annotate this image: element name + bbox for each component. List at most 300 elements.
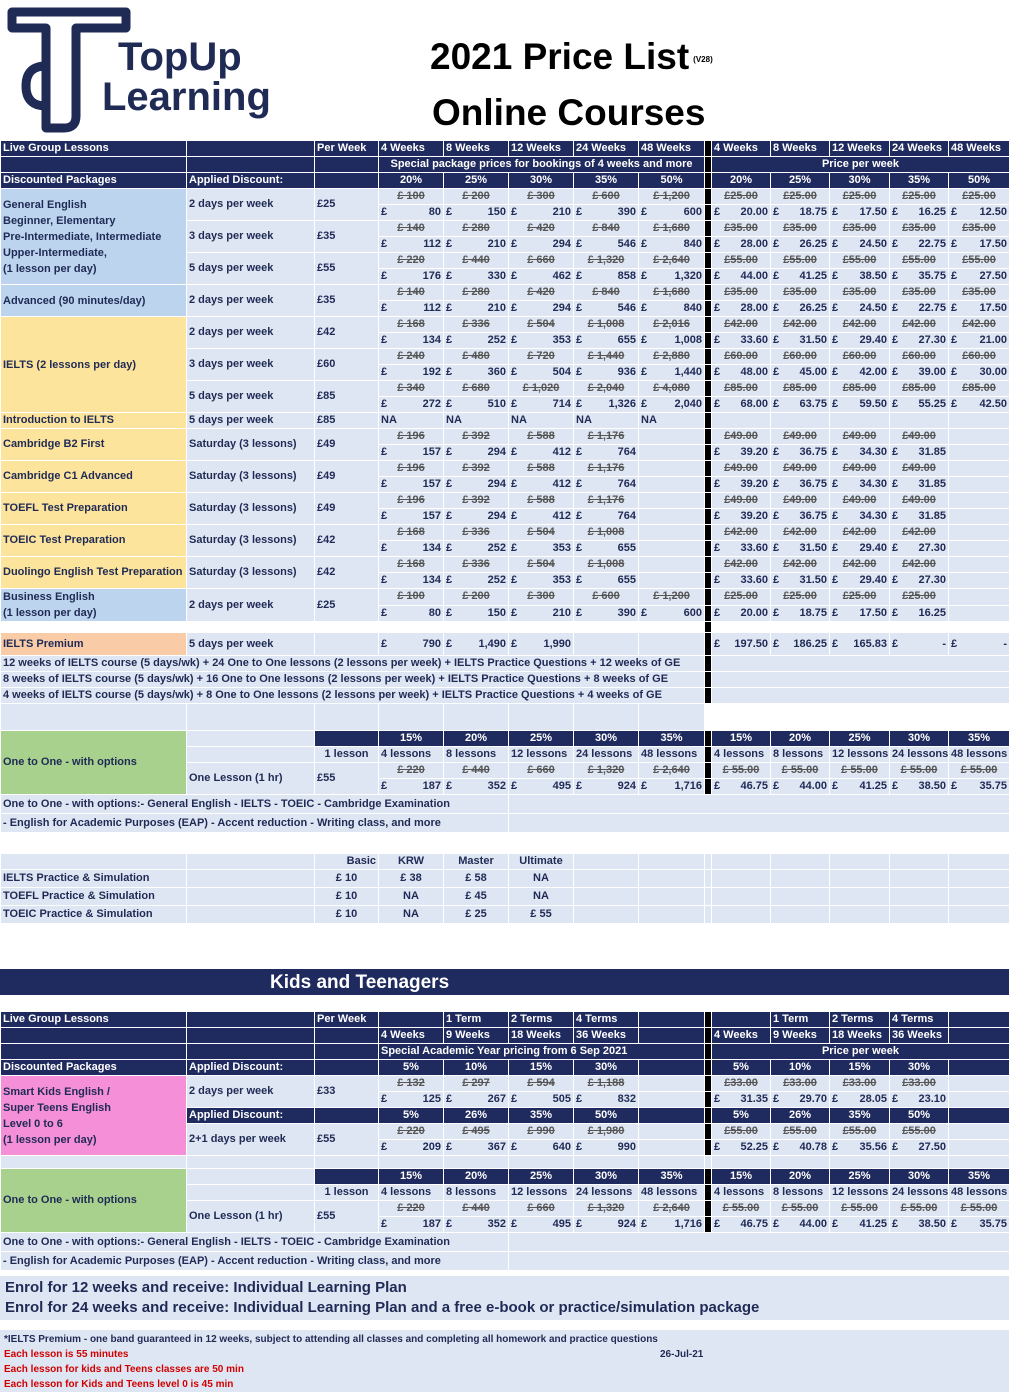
discounted-price: £ 462 xyxy=(509,269,574,285)
header-cell: Applied Discount: xyxy=(187,173,315,189)
discounted-weekly-price: £ 40.78 xyxy=(771,1140,830,1156)
divider xyxy=(705,525,712,541)
table-cell xyxy=(639,1076,705,1092)
spacer-row xyxy=(1,704,1010,731)
table-cell xyxy=(639,1108,705,1124)
full-price: £ 220 xyxy=(379,253,444,269)
header-cell: 35% xyxy=(574,173,639,189)
table-cell xyxy=(379,1156,444,1169)
discounted-price: £ 936 xyxy=(574,365,639,381)
full-price: £ 240 xyxy=(379,349,444,365)
full-price: £ 420 xyxy=(509,285,574,301)
header-cell: 30% xyxy=(830,173,890,189)
discounted-weekly-price: £ 44.00 xyxy=(771,779,830,795)
discounted-weekly-price: £ 35.56 xyxy=(830,1140,890,1156)
schedule-cell: Saturday (3 lessons) xyxy=(187,525,315,557)
discount-cell: 20% xyxy=(444,1169,509,1185)
table-cell xyxy=(949,1012,1010,1028)
full-weekly-price: £35.00 xyxy=(712,285,771,301)
schedule-cell: One Lesson (1 hr) xyxy=(187,763,315,795)
table-cell xyxy=(705,704,712,731)
kids-section-banner: Kids and Teenagers xyxy=(0,969,1009,995)
discounted-price: £ 655 xyxy=(574,333,639,349)
full-weekly-price: £25.00 xyxy=(890,189,949,205)
full-weekly-price: £49.00 xyxy=(890,493,949,509)
discounted-price: £ 412 xyxy=(509,477,574,493)
header-cell: Discounted Packages xyxy=(1,173,187,189)
schedule-cell: 5 days per week xyxy=(187,253,315,285)
lesson-count: 4 lessons xyxy=(712,1185,771,1201)
divider xyxy=(705,253,712,269)
discounted-price: £ 714 xyxy=(509,397,574,413)
lesson-count: 12 lessons xyxy=(830,747,890,763)
course-label: One to One - with options xyxy=(1,731,187,795)
per-week-price: £ 25 xyxy=(315,189,379,221)
premium-row xyxy=(1,633,1010,656)
premium-note: 12 weeks of IELTS course (5 days/wk) + 24 One to One lessons (2 lessons per week) + IELTS Practice Questions + 12 weeks of GE xyxy=(1,656,705,672)
table-cell xyxy=(949,605,1010,622)
note-row xyxy=(1,688,1010,704)
table-cell xyxy=(444,833,509,854)
full-weekly-price: £35.00 xyxy=(771,285,830,301)
full-price: £ 1,320 xyxy=(574,253,639,269)
discounted-weekly-price: £ 42.00 xyxy=(830,365,890,381)
discounted-price: £ 495 xyxy=(509,779,574,795)
full-price: £ 300 xyxy=(509,589,574,606)
table-cell xyxy=(949,1060,1010,1076)
table-cell xyxy=(187,854,315,870)
discounted-weekly-price: £ 55.25 xyxy=(890,397,949,413)
course-label: Duolingo English Test Preparation xyxy=(1,557,187,589)
discounted-price: £ 80 xyxy=(379,205,444,221)
table-cell xyxy=(315,1028,379,1044)
divider xyxy=(705,747,712,763)
full-price: £ 1,980 xyxy=(574,1124,639,1140)
table-cell xyxy=(949,1076,1010,1092)
discounted-weekly-price: £ 29.70 xyxy=(771,1092,830,1108)
practice-price: NA xyxy=(379,906,444,924)
header-cell: 15% xyxy=(509,1060,574,1076)
table-cell xyxy=(1,854,187,870)
full-weekly-price: £85.00 xyxy=(712,381,771,397)
header-row xyxy=(1,1060,1010,1076)
course-label: Cambridge C1 Advanced xyxy=(1,461,187,493)
full-weekly-price: £25.00 xyxy=(830,589,890,606)
practice-label: IELTS Practice & Simulation xyxy=(1,870,187,888)
per-week-price: £ 85 xyxy=(315,381,379,413)
full-price: £ 220 xyxy=(379,1124,444,1140)
discounted-price: £ 210 xyxy=(509,205,574,221)
divider xyxy=(705,731,712,747)
premium-price: £ 790 xyxy=(379,633,444,656)
header-cell xyxy=(187,141,315,157)
table-cell xyxy=(712,870,771,888)
header-cell: 4 Weeks xyxy=(379,141,444,157)
full-weekly-price: £55.00 xyxy=(890,1124,949,1140)
full-weekly-price: £25.00 xyxy=(712,589,771,606)
premium-weekly-price: £ - xyxy=(890,633,949,656)
header-cell: Price per week xyxy=(712,157,1010,173)
table-cell xyxy=(639,493,705,509)
table-cell xyxy=(890,413,949,429)
table-cell xyxy=(830,1156,890,1169)
discounted-price: £ 353 xyxy=(509,573,574,589)
table-cell xyxy=(639,557,705,573)
full-weekly-price: £25.00 xyxy=(712,189,771,205)
full-price: £ 336 xyxy=(444,525,509,541)
full-price: £ 1,020 xyxy=(509,381,574,397)
full-price: £ 2,040 xyxy=(574,381,639,397)
full-weekly-price: £55.00 xyxy=(771,1124,830,1140)
full-weekly-price: £42.00 xyxy=(771,557,830,573)
discounted-price: £ 840 xyxy=(639,237,705,253)
table-cell xyxy=(444,622,509,633)
full-weekly-price: £42.00 xyxy=(771,525,830,541)
full-price: £ 504 xyxy=(509,525,574,541)
discounted-weekly-price: £ 24.50 xyxy=(830,301,890,317)
table-cell xyxy=(712,413,771,429)
one-to-one-note: - English for Academic Purposes (EAP) - Accent reduction - Writing class, and more xyxy=(1,814,509,833)
full-weekly-price: £35.00 xyxy=(830,221,890,237)
full-weekly-price: £55.00 xyxy=(830,1124,890,1140)
date-label: 26-Jul-21 xyxy=(660,1349,704,1360)
discounted-weekly-price: £ 45.00 xyxy=(771,365,830,381)
discounted-price: £ 495 xyxy=(509,1217,574,1233)
divider xyxy=(705,573,712,589)
lesson-count: 1 lesson xyxy=(315,747,379,763)
table-cell xyxy=(830,854,890,870)
discounted-weekly-price: £ 46.75 xyxy=(712,779,771,795)
discounted-weekly-price: £ 31.50 xyxy=(771,333,830,349)
discounted-weekly-price: £ 35.75 xyxy=(949,1217,1010,1233)
divider xyxy=(705,1217,712,1233)
page-subtitle: Online Courses xyxy=(432,92,706,133)
full-weekly-price: £49.00 xyxy=(712,429,771,445)
full-price: £ 480 xyxy=(444,349,509,365)
full-price: £ 168 xyxy=(379,525,444,541)
lesson-count: 8 lessons xyxy=(771,1185,830,1201)
per-week-price: £ 35 xyxy=(315,285,379,317)
table-cell xyxy=(712,833,771,854)
header-cell: 24 Weeks xyxy=(890,141,949,157)
table-cell xyxy=(187,747,315,763)
price-row xyxy=(1,461,1010,477)
discounted-weekly-price: £ 27.30 xyxy=(890,573,949,589)
discounted-price: £ 252 xyxy=(444,333,509,349)
discounted-weekly-price: £ 38.50 xyxy=(890,1217,949,1233)
per-week-price: £ 49 xyxy=(315,493,379,525)
full-weekly-price: £33.00 xyxy=(771,1076,830,1092)
full-weekly-price: £49.00 xyxy=(830,429,890,445)
discounted-price: £ 600 xyxy=(639,205,705,221)
schedule-cell: 2 days per week xyxy=(187,1076,315,1108)
full-price: £ 196 xyxy=(379,429,444,445)
full-weekly-price: £25.00 xyxy=(771,589,830,606)
header-cell: Per Week xyxy=(315,141,379,157)
table-cell xyxy=(379,622,444,633)
schedule-cell: 2 days per week xyxy=(187,317,315,349)
table-cell xyxy=(890,622,949,633)
price-row xyxy=(1,525,1010,541)
full-price: £ 200 xyxy=(444,189,509,205)
divider xyxy=(705,589,712,606)
full-weekly-price: £ 55.00 xyxy=(771,763,830,779)
practice-label: TOEIC Practice & Simulation xyxy=(1,906,187,924)
full-weekly-price: £33.00 xyxy=(712,1076,771,1092)
practice-row xyxy=(1,870,1010,888)
table-cell xyxy=(705,833,712,854)
full-weekly-price: £25.00 xyxy=(830,189,890,205)
header-cell: 50% xyxy=(574,1108,639,1124)
header-cell: Master xyxy=(444,854,509,870)
discounted-price: £ 134 xyxy=(379,333,444,349)
header-row xyxy=(1,141,1010,157)
divider xyxy=(705,221,712,237)
table-cell xyxy=(574,870,639,888)
full-price: £ 840 xyxy=(574,221,639,237)
discounted-weekly-price: £ 38.50 xyxy=(890,779,949,795)
table-cell xyxy=(444,1156,509,1169)
header-cell: 2 Terms xyxy=(830,1012,890,1028)
table-cell xyxy=(639,445,705,461)
discounted-weekly-price: £ 41.25 xyxy=(771,269,830,285)
note-row xyxy=(1,672,1010,688)
discounted-weekly-price: £ 34.30 xyxy=(830,509,890,525)
discount-cell: 35% xyxy=(639,1169,705,1185)
discount-cell: 30% xyxy=(890,1169,949,1185)
course-label: IELTS Premium xyxy=(1,633,187,656)
practice-row xyxy=(1,888,1010,906)
header-cell: 4 Terms xyxy=(890,1012,949,1028)
full-weekly-price: £55.00 xyxy=(949,253,1010,269)
divider xyxy=(705,173,712,189)
discounted-price: £ 112 xyxy=(379,237,444,253)
full-weekly-price: £42.00 xyxy=(949,317,1010,333)
divider xyxy=(705,349,712,365)
table-cell xyxy=(639,833,705,854)
discounted-weekly-price: £ 46.75 xyxy=(712,1217,771,1233)
divider xyxy=(705,1201,712,1217)
full-price: £ 660 xyxy=(509,1201,574,1217)
header-cell: 5% xyxy=(379,1060,444,1076)
course-label: TOEIC Test Preparation xyxy=(1,525,187,557)
full-weekly-price: £ 55.00 xyxy=(771,1201,830,1217)
price-na: NA xyxy=(379,413,444,429)
divider xyxy=(705,633,712,656)
per-week-price: £ 55 xyxy=(315,253,379,285)
table-cell xyxy=(890,854,949,870)
header-row xyxy=(1,157,1010,173)
table-cell xyxy=(949,557,1010,573)
per-week-price: £ 42 xyxy=(315,525,379,557)
practice-price: £ 55 xyxy=(509,906,574,924)
discounted-weekly-price: £ 28.00 xyxy=(712,237,771,253)
table-cell xyxy=(949,854,1010,870)
page-header xyxy=(0,0,1009,138)
premium-note: 4 weeks of IELTS course (5 days/wk) + 8 One to One lessons (2 lessons per week) + IELTS Practice Questions + 4 weeks of GE xyxy=(1,688,705,704)
table-cell xyxy=(949,413,1010,429)
discounted-price: £ 510 xyxy=(444,397,509,413)
full-weekly-price: £42.00 xyxy=(890,557,949,573)
full-price: £ 140 xyxy=(379,285,444,301)
discounted-price: £ 840 xyxy=(639,301,705,317)
table-cell xyxy=(949,1140,1010,1156)
full-weekly-price: £42.00 xyxy=(890,317,949,333)
discounted-price: £ 157 xyxy=(379,477,444,493)
discount-cell: 30% xyxy=(890,731,949,747)
full-weekly-price: £42.00 xyxy=(712,557,771,573)
schedule-cell: Saturday (3 lessons) xyxy=(187,557,315,589)
table-cell xyxy=(1,622,187,633)
practice-row xyxy=(1,906,1010,924)
divider xyxy=(705,285,712,301)
full-price: £ 1,188 xyxy=(574,1076,639,1092)
kids-price-table xyxy=(0,1011,1009,1271)
full-weekly-price: £ 55.00 xyxy=(949,763,1010,779)
table-cell xyxy=(639,1012,705,1028)
full-price: £ 504 xyxy=(509,557,574,573)
discounted-weekly-price: £ 18.75 xyxy=(771,205,830,221)
table-cell xyxy=(187,1156,315,1169)
discounted-price: £ 353 xyxy=(509,333,574,349)
discounted-price: £ 187 xyxy=(379,779,444,795)
header-cell: 5% xyxy=(712,1060,771,1076)
table-cell xyxy=(639,633,705,656)
table-cell xyxy=(712,672,1010,688)
premium-note: 8 weeks of IELTS course (5 days/wk) + 16 One to One lessons (2 lessons per week) + IELTS Practice Questions + 8 weeks of GE xyxy=(1,672,705,688)
schedule-cell: 3 days per week xyxy=(187,221,315,253)
header-cell: 24 Weeks xyxy=(574,141,639,157)
table-cell xyxy=(574,622,639,633)
discounted-weekly-price: £ 27.50 xyxy=(949,269,1010,285)
lesson-length-note: Each lesson for kids and Teens classes are 50 min xyxy=(4,1364,244,1375)
table-cell xyxy=(949,906,1010,924)
full-weekly-price: £35.00 xyxy=(949,285,1010,301)
header-cell: 26% xyxy=(444,1108,509,1124)
discounted-price: £ 412 xyxy=(509,445,574,461)
full-price: £ 1,008 xyxy=(574,317,639,333)
discounted-weekly-price: £ 38.50 xyxy=(830,269,890,285)
discounted-weekly-price: £ 36.75 xyxy=(771,445,830,461)
discounted-weekly-price: £ 34.30 xyxy=(830,445,890,461)
lesson-count: 12 lessons xyxy=(509,1185,574,1201)
table-cell xyxy=(639,906,705,924)
table-cell xyxy=(771,888,830,906)
divider xyxy=(705,763,712,779)
table-cell xyxy=(830,906,890,924)
practice-price: £ 25 xyxy=(444,906,509,924)
lesson-count: 8 lessons xyxy=(444,1185,509,1201)
table-cell xyxy=(712,906,771,924)
discounted-weekly-price: £ 44.00 xyxy=(771,1217,830,1233)
lesson-count: 4 lessons xyxy=(712,747,771,763)
discounted-price: £ 209 xyxy=(379,1140,444,1156)
discounted-price: £ 294 xyxy=(509,237,574,253)
table-cell xyxy=(949,461,1010,477)
discounted-weekly-price: £ 35.75 xyxy=(949,779,1010,795)
discounted-price: £ 924 xyxy=(574,779,639,795)
discount-cell: 15% xyxy=(379,1169,444,1185)
divider xyxy=(705,509,712,525)
table-cell xyxy=(949,1156,1010,1169)
discounted-weekly-price: £ 34.30 xyxy=(830,477,890,493)
table-cell xyxy=(1,704,187,731)
per-week-price: £ 35 xyxy=(315,221,379,253)
lesson-count: 4 lessons xyxy=(379,1185,444,1201)
full-price: £ 336 xyxy=(444,557,509,573)
discounted-price: £ 192 xyxy=(379,365,444,381)
full-price: £ 340 xyxy=(379,381,444,397)
full-weekly-price: £33.00 xyxy=(890,1076,949,1092)
discounted-weekly-price: £ 17.50 xyxy=(830,205,890,221)
header-cell: Discounted Packages xyxy=(1,1060,187,1076)
discounted-weekly-price: £ 48.00 xyxy=(712,365,771,381)
discount-cell: 25% xyxy=(830,731,890,747)
full-price: £ 840 xyxy=(574,285,639,301)
full-price: £ 1,320 xyxy=(574,1201,639,1217)
full-price: £ 1,176 xyxy=(574,493,639,509)
table-cell xyxy=(949,429,1010,445)
header-cell: 35% xyxy=(509,1108,574,1124)
divider xyxy=(705,605,712,622)
price-row xyxy=(1,493,1010,509)
schedule-cell: 2+1 days per week xyxy=(187,1124,315,1156)
practice-price: NA xyxy=(509,870,574,888)
course-label: TOEFL Test Preparation xyxy=(1,493,187,525)
table-cell xyxy=(830,833,890,854)
full-weekly-price: £33.00 xyxy=(830,1076,890,1092)
discount-cell: 25% xyxy=(509,731,574,747)
full-price: £ 2,640 xyxy=(639,253,705,269)
full-price: £ 2,016 xyxy=(639,317,705,333)
discounted-price: £ 924 xyxy=(574,1217,639,1233)
full-price: £ 495 xyxy=(444,1124,509,1140)
practice-price: NA xyxy=(509,888,574,906)
discounted-weekly-price: £ 33.60 xyxy=(712,573,771,589)
discounted-weekly-price: £ 23.10 xyxy=(890,1092,949,1108)
full-weekly-price: £55.00 xyxy=(712,253,771,269)
header-cell: 4 Terms xyxy=(574,1012,639,1028)
discounted-weekly-price: £ 31.35 xyxy=(712,1092,771,1108)
header-row xyxy=(1,1012,1010,1028)
discounted-price: £ 360 xyxy=(444,365,509,381)
one-to-one-note: One to One - with options:- General English - IELTS - TOEIC - Cambridge Examination xyxy=(1,1233,509,1252)
header-row xyxy=(1,854,1010,870)
divider xyxy=(705,1140,712,1156)
table-cell xyxy=(509,1252,1010,1271)
discounted-weekly-price: £ 17.50 xyxy=(949,301,1010,317)
table-cell xyxy=(890,1156,949,1169)
header-cell: 18 Weeks xyxy=(509,1028,574,1044)
discounted-price: £ 210 xyxy=(444,301,509,317)
full-weekly-price: £55.00 xyxy=(890,253,949,269)
practice-price: £ 58 xyxy=(444,870,509,888)
premium-price: £ 1,490 xyxy=(444,633,509,656)
discounted-price: £ 600 xyxy=(639,605,705,622)
full-price: £ 720 xyxy=(509,349,574,365)
lesson-count: 48 lessons xyxy=(949,1185,1010,1201)
full-price: £ 280 xyxy=(444,221,509,237)
table-cell xyxy=(639,854,705,870)
spacer-row xyxy=(1,622,1010,633)
divider xyxy=(705,1044,712,1060)
lesson-count: 1 lesson xyxy=(315,1185,379,1201)
price-na: NA xyxy=(639,413,705,429)
svg-text:Learning: Learning xyxy=(102,75,271,119)
full-weekly-price: £49.00 xyxy=(830,493,890,509)
header-cell: Price per week xyxy=(712,1044,1010,1060)
full-price: £ 140 xyxy=(379,221,444,237)
